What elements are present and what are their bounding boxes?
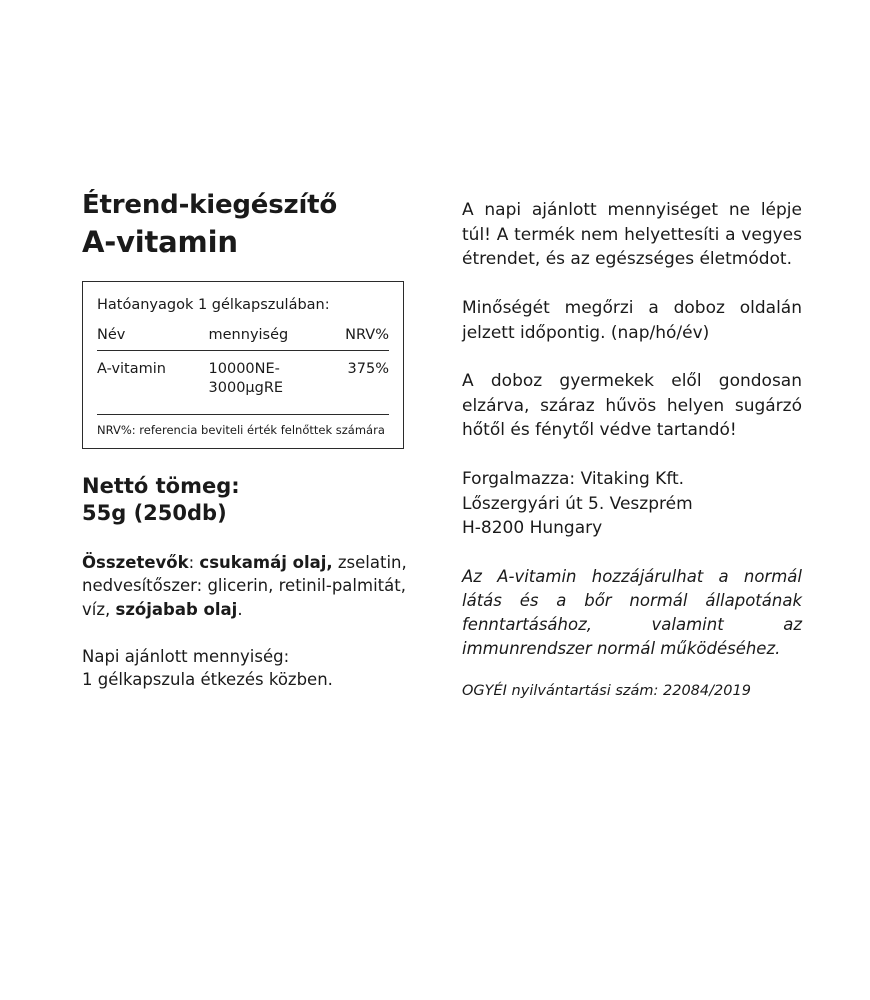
net-weight-block [82, 473, 422, 527]
distributor-company: Forgalmazza: Vitaking Kft. [462, 469, 685, 490]
health-claim-text: Az A-vitamin hozzájárulhat a normál látás és a bőr normál állapotának fenntartásához, valamint az immunrendszer normál működéséhez. [462, 567, 802, 658]
column-header-name: Név [97, 327, 195, 351]
cell-nutrient-name: A-vitamin [97, 361, 166, 378]
ingredients-block [82, 551, 422, 621]
supplement-facts-table [97, 327, 389, 398]
supplement-facts-title: Hatóanyagok 1 gélkapszulában: [97, 297, 330, 314]
ingredients-terminator: . [237, 599, 243, 619]
column-header-nrv: NRV% [327, 327, 389, 351]
warning-best-before: Minőségét megőrzi a doboz oldalán jelzett időpontig. (nap/hó/év) [462, 297, 802, 343]
distributor-postal: H-8200 Hungary [462, 518, 603, 539]
right-column [462, 190, 802, 701]
table-header-row [97, 327, 389, 351]
ingredients-allergen: szójabab olaj [115, 599, 238, 619]
nrv-footnote: NRV%: referencia beviteli érték felnőttek számára [97, 423, 385, 437]
cell-nutrient-nrv: 375% [347, 361, 389, 378]
cell-nutrient-amount [195, 351, 328, 398]
dosage-text: 1 gélkapszula étkezés közben. [82, 670, 333, 690]
column-header-amount: mennyiség [195, 327, 328, 351]
amount-line-2: 3000µgRE [208, 380, 284, 397]
warning-daily-dose: A napi ajánlott mennyiséget ne lépje túl! A termék nem helyettesíti a vegyes étrendet, és az egészséges életmódot. [462, 200, 802, 270]
distributor-block [462, 467, 802, 541]
facts-note-wrapper [97, 414, 389, 438]
product-kind-heading: Étrend-kiegészítő [82, 190, 338, 220]
ingredients-label: Összetevők [82, 552, 189, 572]
dosage-block [82, 645, 422, 692]
ingredients-separator: : [188, 552, 200, 572]
warning-storage: A doboz gyermekek elől gondosan elzárva, száraz hűvös helyen sugárzó hőtől és fénytől védve tartandó! [462, 371, 802, 441]
ingredients-primary: csukamáj olaj, [199, 552, 333, 572]
ingredients-rest: zselatin, nedvesítőszer: glicerin, retinil-palmitát, víz, [82, 552, 407, 619]
table-row [97, 351, 389, 398]
distributor-street: Lőszergyári út 5. Veszprém [462, 493, 693, 514]
net-weight-label: Nettó tömeg: [82, 473, 240, 498]
dosage-title: Napi ajánlott mennyiség: [82, 646, 290, 666]
supplement-facts-box [82, 281, 404, 448]
registration-number: OGYÉI nyilvántartási szám: 22084/2019 [462, 682, 751, 699]
left-column [82, 190, 422, 692]
amount-line-1: 10000NE- [208, 361, 280, 378]
net-weight-value: 55g (250db) [82, 500, 227, 525]
product-name-heading: A-vitamin [82, 224, 238, 259]
